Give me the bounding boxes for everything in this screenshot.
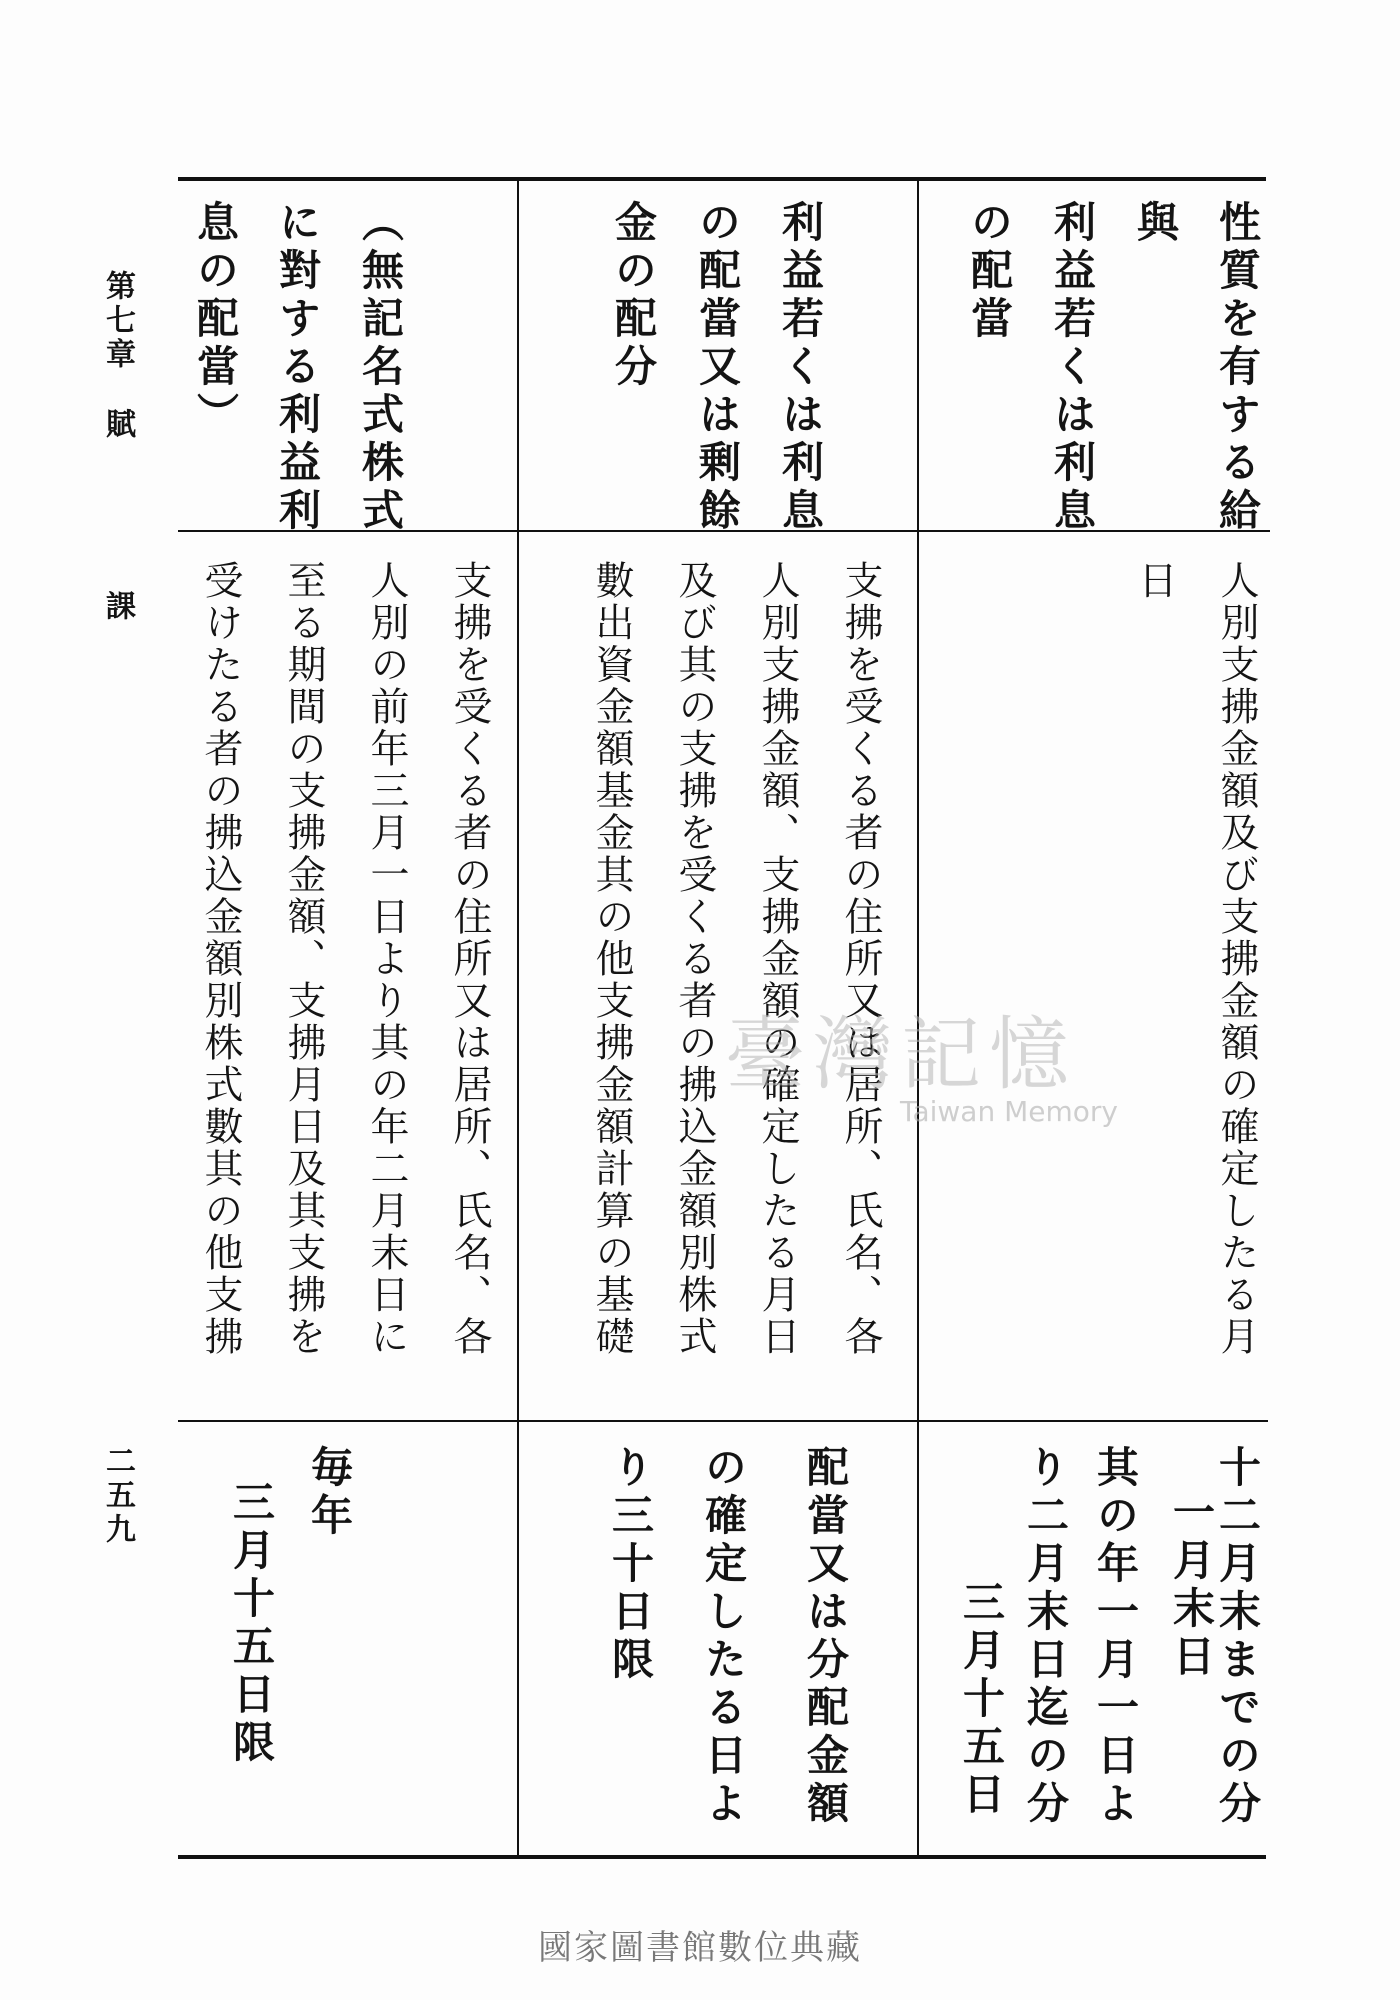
row3-content-line4: 受けたる者の拂込金額別株式數其の他支拂 bbox=[198, 560, 243, 1358]
row1-kind-line1: 性質を有する給 bbox=[1213, 200, 1262, 536]
chapter-title: 賦 bbox=[100, 408, 135, 442]
row-divider-2 bbox=[517, 177, 519, 1857]
row2-deadline-line2: の確定したる日よ bbox=[699, 1445, 748, 1829]
chapter-label: 第七章 bbox=[100, 270, 135, 372]
row1-content-line2: 日 bbox=[1132, 560, 1177, 602]
row2-content-line1: 支拂を受くる者の住所又は居所、氏名、各 bbox=[838, 560, 883, 1358]
table-top-border bbox=[178, 177, 1266, 181]
row1-kind-line2: 與 bbox=[1131, 200, 1180, 248]
table-bottom-border bbox=[178, 1855, 1266, 1859]
row1-deadline-line3: 其の年一月一日よ bbox=[1091, 1445, 1140, 1829]
row2-kind-line3: 金の配分 bbox=[609, 200, 658, 392]
row1-deadline-line2: 一月末日 bbox=[1167, 1490, 1216, 1682]
row1-kind-line4: の配當 bbox=[965, 200, 1014, 344]
column-divider-2 bbox=[178, 1420, 1268, 1422]
section-title: 課 bbox=[100, 590, 135, 624]
row3-deadline-line2: 三月十五日限 bbox=[227, 1480, 276, 1768]
watermark-logo-text: 臺灣記憶 bbox=[725, 1008, 1077, 1101]
row1-deadline-line5: 三月十五日 bbox=[957, 1580, 1006, 1820]
row3-kind-line2: に對する利益利 bbox=[273, 200, 322, 536]
row2-kind-line2: の配當又は剰餘 bbox=[693, 200, 742, 536]
row3-deadline-line1: 毎年 bbox=[305, 1445, 354, 1541]
row3-content-line3: 至る期間の支拂金額、支拂月日及其支拂を bbox=[281, 560, 326, 1358]
row2-kind-line1: 利益若くは利息 bbox=[776, 200, 825, 536]
row2-content-line3: 及び其の支拂を受くる者の拂込金額別株式 bbox=[672, 560, 717, 1358]
row2-content-line2: 人別支拂金額、支拂金額の確定したる月日 bbox=[755, 560, 800, 1358]
row2-content-line4: 數出資金額基金其の他支拂金額計算の基礎 bbox=[589, 560, 634, 1358]
library-footer: 國家圖書館數位典藏 bbox=[538, 1928, 862, 1968]
page-number: 二五九 bbox=[100, 1445, 135, 1547]
row3-content-line1: 支拂を受くる者の住所又は居所、氏名、各 bbox=[447, 560, 492, 1358]
row1-deadline-line4: り二月末日迄の分 bbox=[1021, 1445, 1070, 1829]
row1-kind-line3: 利益若くは利息 bbox=[1048, 200, 1097, 536]
row1-deadline-line1: 十二月末までの分 bbox=[1213, 1445, 1262, 1829]
row2-deadline-line3: り三十日限 bbox=[606, 1445, 655, 1685]
row3-kind-line3: 息の配當） bbox=[191, 200, 240, 440]
row2-deadline-line1: 配當又は分配金額 bbox=[801, 1445, 850, 1829]
row1-content-line1: 人別支拂金額及び支拂金額の確定したる月 bbox=[1214, 560, 1259, 1358]
row3-kind-line1: （無記名式株式 bbox=[356, 200, 405, 536]
watermark-english-text: Taiwan Memory bbox=[900, 1095, 1118, 1128]
row3-content-line2: 人別の前年三月一日より其の年二月末日に bbox=[364, 560, 409, 1358]
